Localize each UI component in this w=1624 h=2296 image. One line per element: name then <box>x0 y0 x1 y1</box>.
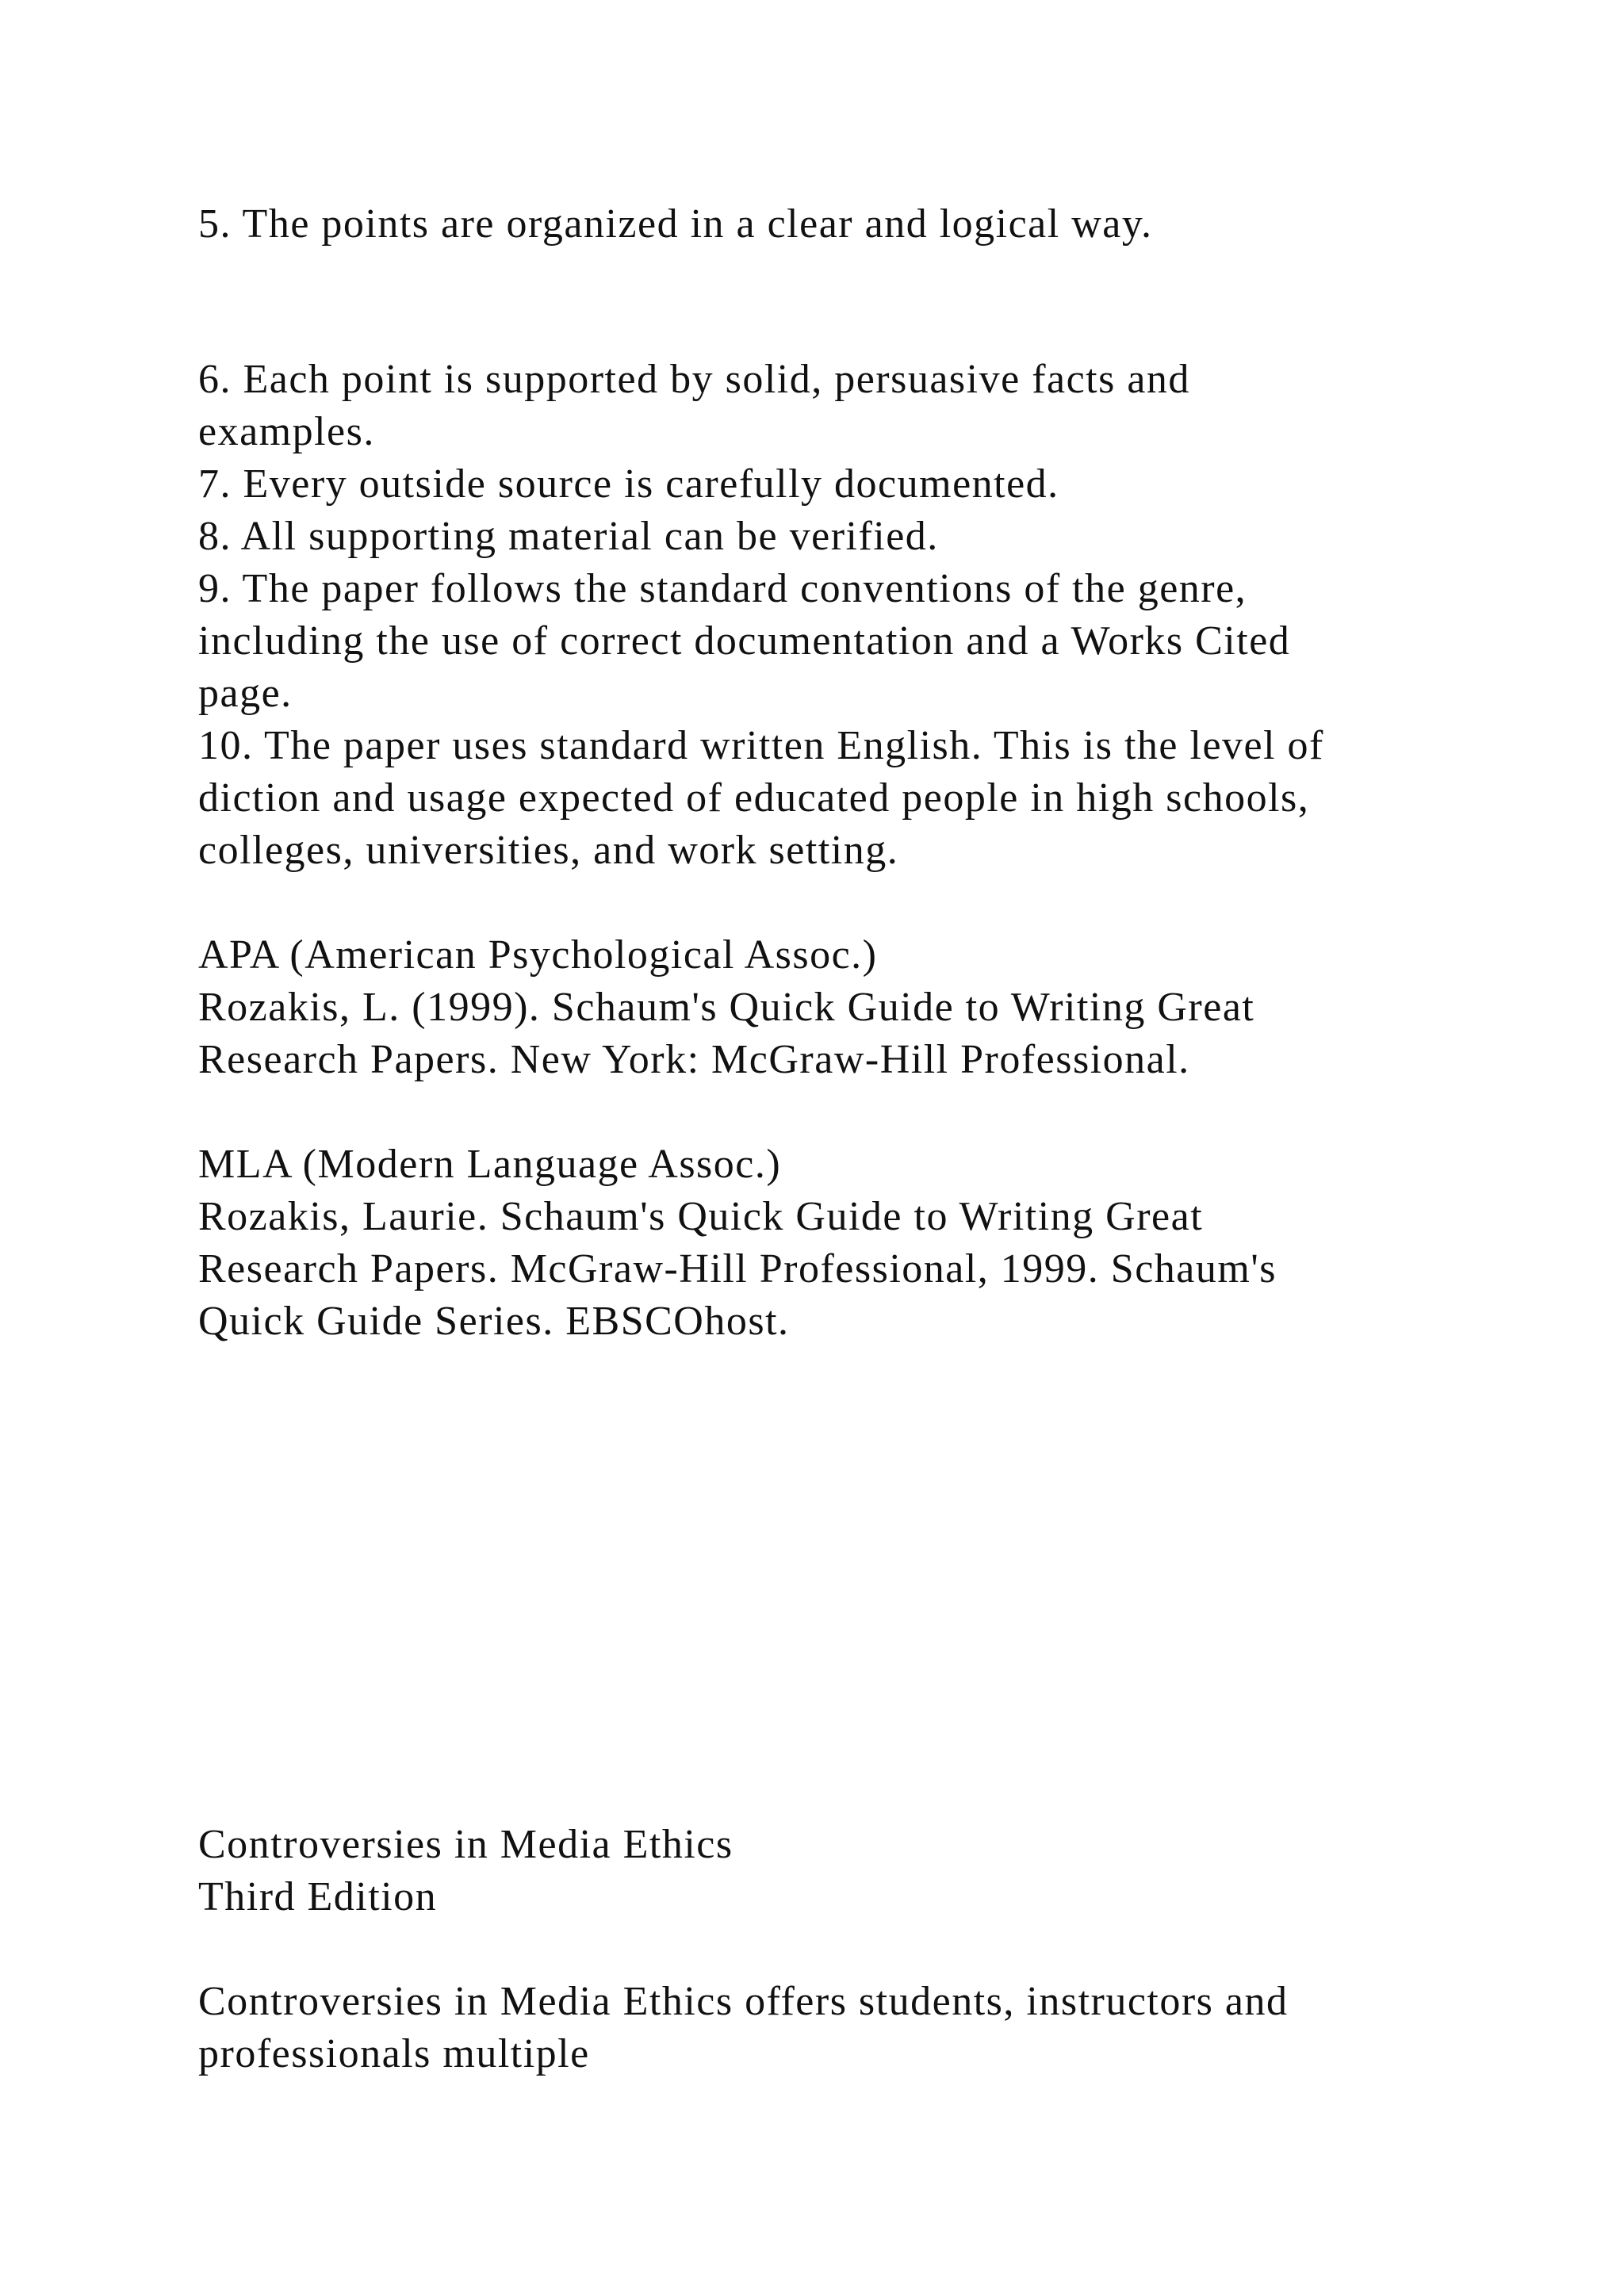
mla-citation-line-1: Rozakis, Laurie. Schaum's Quick Guide to Writing Great <box>198 1194 1204 1239</box>
apa-citation-line-2: Research Papers. New York: McGraw-Hill Professional. <box>198 1037 1190 1082</box>
criterion-9-line-1: 9. The paper follows the standard conventions of the genre, <box>198 566 1247 611</box>
criterion-10-line-1: 10. The paper uses standard written English. This is the level of <box>198 723 1324 768</box>
mla-citation-line-2: Research Papers. McGraw-Hill Professional, 1999. Schaum's <box>198 1246 1277 1292</box>
criterion-9-line-2: including the use of correct documentation and a Works Cited <box>198 618 1291 664</box>
book-title: Controversies in Media Ethics <box>198 1822 733 1867</box>
criterion-6-line-1: 6. Each point is supported by solid, persuasive facts and <box>198 357 1190 402</box>
apa-citation-line-1: Rozakis, L. (1999). Schaum's Quick Guide to Writing Great <box>198 985 1255 1030</box>
criterion-10-line-2: diction and usage expected of educated people in high schools, <box>198 775 1310 821</box>
criterion-7: 7. Every outside source is carefully documented. <box>198 461 1059 507</box>
apa-heading: APA (American Psychological Assoc.) <box>198 932 878 978</box>
criterion-6-line-2: examples. <box>198 409 375 454</box>
criterion-8: 8. All supporting material can be verified. <box>198 514 939 559</box>
mla-heading: MLA (Modern Language Assoc.) <box>198 1142 782 1187</box>
criterion-9-line-3: page. <box>198 671 293 716</box>
criterion-5: 5. The points are organized in a clear and logical way. <box>198 201 1153 247</box>
criterion-10-line-3: colleges, universities, and work setting. <box>198 828 899 873</box>
book-edition: Third Edition <box>198 1874 438 1919</box>
book-description-line-2: professionals multiple <box>198 2031 590 2076</box>
mla-citation-line-3: Quick Guide Series. EBSCOhost. <box>198 1299 790 1344</box>
book-description-line-1: Controversies in Media Ethics offers students, instructors and <box>198 1979 1289 2024</box>
